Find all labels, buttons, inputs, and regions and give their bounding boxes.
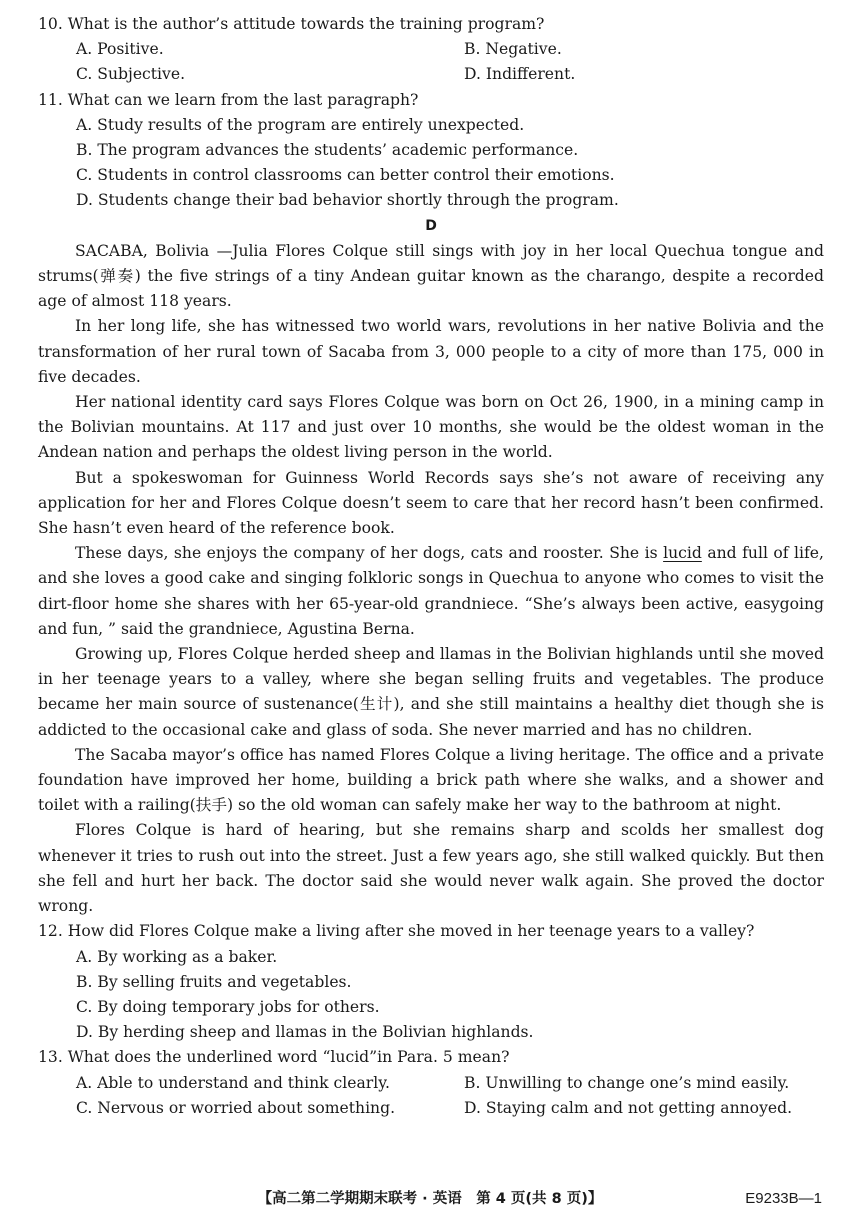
question-11 xyxy=(38,88,824,214)
footer-code: E9233B—1 xyxy=(745,1190,822,1207)
question-12 xyxy=(38,919,824,1045)
passage-paragraph-4: But a spokeswoman for Guinness World Records says she’s not aware of receiving any application for her and Flores Colque doesn’t seem to care that her record hasn’t been confirmed. She hasn’t even heard of the reference book. xyxy=(38,468,824,538)
question-stem: 13. What does the underlined word “lucid”in Para. 5 mean? xyxy=(38,1048,510,1067)
option-b: B. The program advances the students’ academic performance. xyxy=(76,141,579,160)
option-a: A. Able to understand and think clearly. xyxy=(76,1073,390,1092)
passage-paragraph-5 xyxy=(38,541,824,642)
option-grid xyxy=(76,37,824,87)
option-b: B. Unwilling to change one’s mind easily. xyxy=(464,1073,790,1092)
passage-paragraph-6: Growing up, Flores Colque herded sheep and llamas in the Bolivian highlands until she moved in her teenage years to a valley, where she began selling fruits and vegetables. The produce became her main source of sustenance(生计), and she still maintains a healthy diet though she is addicted to the occasional cake and glass of soda. She never married and has no children. xyxy=(38,645,824,739)
footer-exam-info: 【高二第二学期期末联考 · 英语 第 4 页(共 8 页)】 xyxy=(257,1191,603,1207)
exam-page xyxy=(38,12,824,1121)
option-a: A. Study results of the program are entirely unexpected. xyxy=(76,115,525,134)
paragraph-text: and full of life, and she loves a good cake and singing folkloric songs in Quechua to anyone who comes to visit the dirt-floor home she shares with her 65-year-old grandniece. “She’s always been active, easygoing and fun, ” said the grandniece, Agustina Berna. xyxy=(38,544,824,638)
option-d: D. By herding sheep and llamas in the Bolivian highlands. xyxy=(76,1023,534,1042)
option-b: B. Negative. xyxy=(464,40,562,59)
question-stem: 12. How did Flores Colque make a living after she moved in her teenage years to a valley? xyxy=(38,922,755,941)
question-stem: 11. What can we learn from the last paragraph? xyxy=(38,90,419,109)
passage-paragraph-8: Flores Colque is hard of hearing, but she remains sharp and scolds her smallest dog whenever it tries to rush out into the street. Just a few years ago, she still walked quickly. But then she fell and hurt her back. The doctor said she would never walk again. She proved the doctor wrong. xyxy=(38,821,824,916)
passage-title: D xyxy=(425,217,437,234)
option-b: B. By selling fruits and vegetables. xyxy=(76,972,352,991)
question-10 xyxy=(38,12,824,88)
option-c: C. Subjective. xyxy=(76,65,186,84)
passage-paragraph-7: The Sacaba mayor’s office has named Flores Colque a living heritage. The office and a private foundation have improved her home, building a brick path where she walks, and a shower and toilet with a railing(扶手) so the old woman can safely make her way to the bathroom at night. xyxy=(38,745,824,815)
option-a: A. By working as a baker. xyxy=(76,947,278,966)
option-c: C. By doing temporary jobs for others. xyxy=(76,997,380,1016)
page-footer xyxy=(0,1186,860,1212)
option-c: C. Students in control classrooms can better control their emotions. xyxy=(76,166,615,185)
option-d: D. Indifferent. xyxy=(464,65,576,84)
option-d: D. Students change their bad behavior shortly through the program. xyxy=(76,191,619,210)
passage-paragraph-1: SACABA, Bolivia —Julia Flores Colque still sings with joy in her local Quechua tongue and strums(弹奏) the five strings of a tiny Andean guitar known as the charango, despite a recorded age of almost 118 years. xyxy=(38,241,824,311)
question-13 xyxy=(38,1045,824,1121)
option-grid xyxy=(76,1071,824,1121)
passage-paragraph-3: Her national identity card says Flores Colque was born on Oct 26, 1900, in a mining camp in the Bolivian mountains. At 117 and just over 10 months, she would be the oldest woman in the Andean nation and perhaps the oldest living person in the world. xyxy=(38,393,824,462)
underlined-word-lucid: lucid xyxy=(663,544,702,563)
question-stem: 10. What is the author’s attitude towards the training program? xyxy=(38,15,545,33)
option-a: A. Positive. xyxy=(76,40,164,59)
option-c: C. Nervous or worried about something. xyxy=(76,1098,396,1117)
paragraph-text: These days, she enjoys the company of her dogs, cats and rooster. She is xyxy=(75,544,664,563)
passage-paragraph-2: In her long life, she has witnessed two world wars, revolutions in her native Bolivia and the transformation of her rural town of Sacaba from 3, 000 people to a city of more than 175, 000 in five decades. xyxy=(38,317,824,386)
option-d: D. Staying calm and not getting annoyed. xyxy=(464,1098,793,1117)
passage-d xyxy=(38,214,824,920)
